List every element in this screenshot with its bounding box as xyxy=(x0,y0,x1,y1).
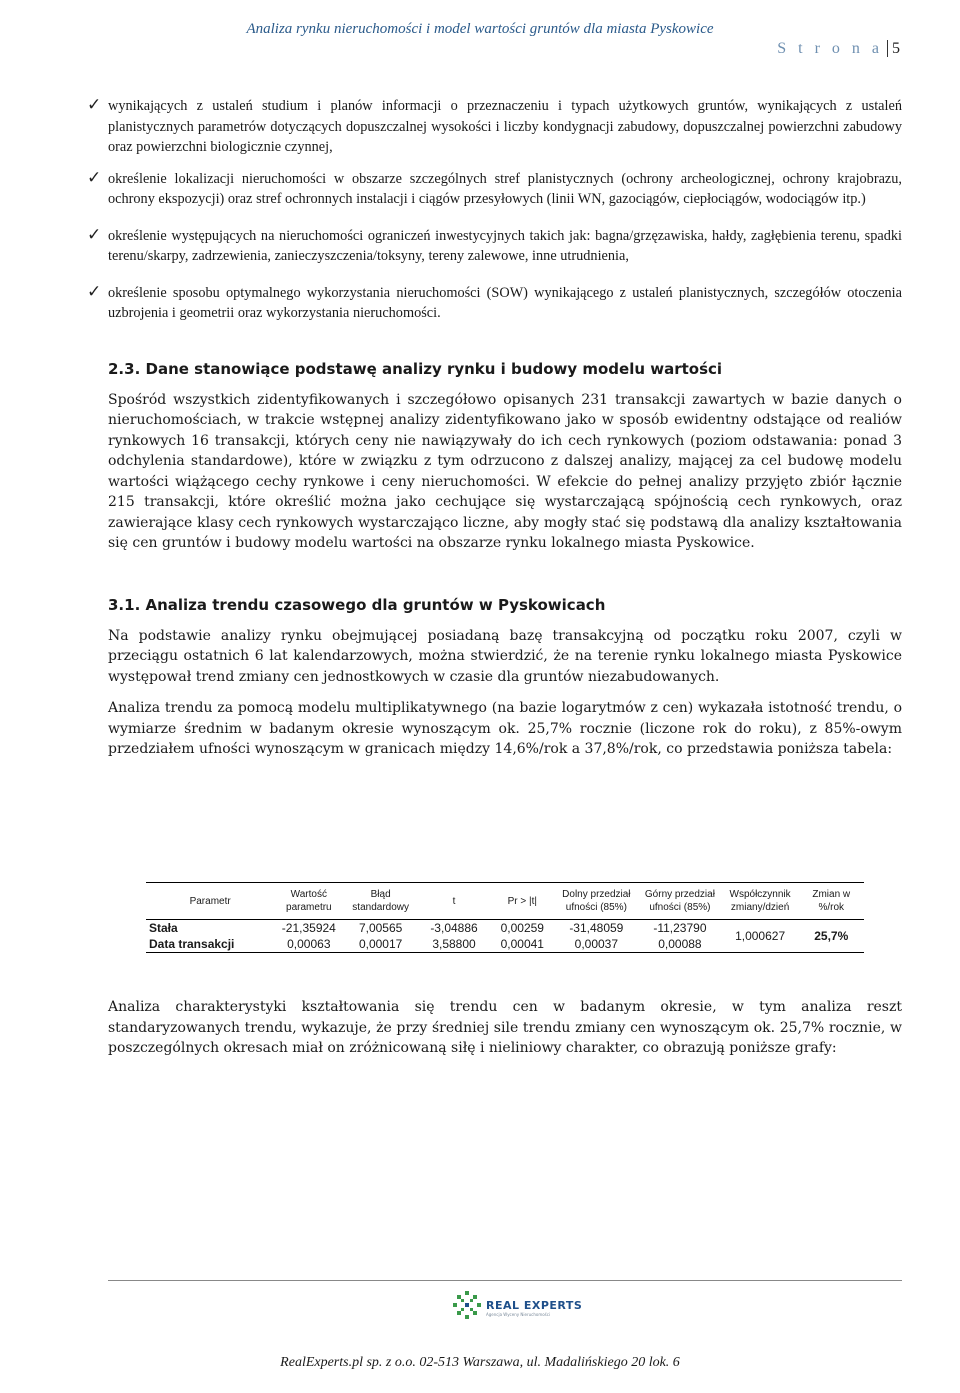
closing-paragraph: Analiza charakterystyki kształtowania się trendu cen w badanym okresie, w tym analiza reszt standaryzowanych trendu, wykazuje, że przy średniej sile trendu zmiany cen wynoszącym ok. 25,7% rocznie, w poszczególnych okresach miał on zróżnicowaną siłę i nieliniowy charakter, co obrazują poniższe grafy: xyxy=(108,999,902,1056)
col-header: Zmian w %/rok xyxy=(799,883,865,920)
section-heading-3-1: 3.1. Analiza trendu czasowego dla gruntów w Pyskowicach xyxy=(108,595,606,614)
running-header-title: Analiza rynku nieruchomości i model wartości gruntów dla miasta Pyskowice xyxy=(246,21,714,37)
col-header: Błąd standardowy xyxy=(343,883,418,920)
col-header: Pr > |t| xyxy=(490,883,554,920)
logo-wordmark: REAL EXPERTS xyxy=(486,1299,583,1312)
table-cell: 0,00088 xyxy=(638,936,722,953)
table-cell: 0,00041 xyxy=(490,936,554,953)
table-cell: -3,04886 xyxy=(430,921,478,935)
footer-divider xyxy=(108,1280,902,1281)
col-header: Parametr xyxy=(146,883,274,920)
checkmark-icon: ✓ xyxy=(87,224,102,245)
page-label: S t r o n a xyxy=(777,40,883,57)
table-cell: 0,00037 xyxy=(555,936,639,953)
table-cell: 3,58800 xyxy=(418,936,490,953)
table-cell: -11,23790 xyxy=(653,921,707,935)
checkmark-icon: ✓ xyxy=(87,95,102,115)
col-header: Dolny przedział ufności (85%) xyxy=(555,883,639,920)
col-header: Wartość parametru xyxy=(274,883,343,920)
change-per-year-cell: 25,7% xyxy=(799,920,865,953)
list-item: ✓ określenie występujących na nieruchomości ograniczeń inwestycyjnych takich jak: bagna/grzęzawiska, hałdy, zagłębienia terenu, spadki terenu/skarpy, zadrzewienia, zanieczyszczenia/toksyny, tereny zalewowe, inne utrudnienia, xyxy=(87,224,902,264)
table-cell: 7,00565 xyxy=(358,921,403,935)
real-experts-logo-icon xyxy=(452,1290,482,1320)
coef-per-day-cell: 1,000627 xyxy=(722,920,799,953)
row-label: Stała xyxy=(149,921,178,935)
section-3-1-paragraph-2: Analiza trendu za pomocą modelu multiplikatywnego (na bazie logarytmów z cen) wykazała istotność trendu, o wymiarze średnim w badanym okresie wynoszącym ok. 25,7% rocznie (liczone rok do roku), z 85%-owym przedziałem ufności wynoszącym w granicach między 14,6%/rok a 37,8%/rok, co przedstawia poniższa tabela: xyxy=(108,700,902,757)
checkmark-icon: ✓ xyxy=(87,167,102,188)
page-number xyxy=(777,40,900,58)
table-cell: 0,00259 xyxy=(500,921,544,935)
section-2-3-paragraph: Spośród wszystkich zidentyfikowanych i szczegółowo opisanych 231 transakcji zawartych w bazie danych o nieruchomościach, w trakcie wstępnej analizy zidentyfikowano jako w sposób ewidentny odstające od realiów rynkowych 16 transakcji, których ceny nie nawiązywały do ich cech rynkowych (poziom odstawania: ponad 3 odchylenia standardowe), które w związku z tym odrzucono z dalszej analizy, mającej za cel budowę modelu wartości wiążącego cechy rynkowe i ceny nieruchomości. W efekcie do pełnej analizy przyjęto zbiór łącznie 215 transakcji, które określić można jako cechujące się wystarczającą spójnością cech rynkowych, oraz zawierające klasy cech rynkowych wystarczająco liczne, aby mogły stać się podstawą dla analizy kształtowania się cen gruntów i budowy modelu wartości na obszarze rynku lokalnego miasta Pyskowice. xyxy=(108,391,902,551)
section-3-1-paragraph-1: Na podstawie analizy rynku obejmującej posiadaną bazę transakcyjną od początku roku 2007, czyli w przeciągu ostatnich 6 lat kalendarzowych, można stwierdzić, że na terenie rynku lokalnego miasta Pyskowice występował trend zmiany cen jednostkowych w czasie dla gruntów niezabudowanych. xyxy=(108,627,902,685)
footer-address: RealExperts.pl sp. z o.o. 02-513 Warszawa, ul. Madalińskiego 20 lok. 6 xyxy=(280,1355,680,1370)
table-cell: -31,48059 xyxy=(569,921,624,935)
col-header: t xyxy=(418,883,490,920)
table-cell: 0,00017 xyxy=(343,936,418,953)
list-item: ✓ określenie lokalizacji nieruchomości w obszarze szczególnych stref planistycznych (ochrony archeologicznej, ochrony krajobrazu, ochrony ekspozycji) oraz stref ochronnych instalacji i ciągów przesyłowych (linii WN, gazociągów, ciepłociągów, wodociągów itp.) xyxy=(87,167,902,207)
table-header-row xyxy=(146,883,864,920)
checkmark-icon: ✓ xyxy=(87,281,102,302)
logo-tagline: Agencja Wyceny Nieruchomości xyxy=(486,1312,551,1317)
list-item: ✓ wynikających z ustaleń studium i planów informacji o przeznaczeniu i typach użytkowych gruntów, wynikających z ustaleń planistycznych parametrów dotyczących dopuszczalnej wysokości i liczby kondygnacji zabudowy, dopuszczalnej powierzchni zabudowy oraz powierzchni biologicznie czynnej, xyxy=(87,95,902,155)
page-number-value: 5 xyxy=(892,40,900,57)
page-separator xyxy=(887,40,888,57)
section-heading-2-3: 2.3. Dane stanowiące podstawę analizy rynku i budowy modelu wartości xyxy=(108,359,723,378)
col-header: Współczynnik zmiany/dzień xyxy=(722,883,799,920)
table-cell: 0,00063 xyxy=(274,936,343,953)
col-header: Górny przedział ufności (85%) xyxy=(638,883,722,920)
row-label: Data transakcji xyxy=(146,936,274,953)
bullet-list xyxy=(87,95,902,324)
list-item: ✓ określenie sposobu optymalnego wykorzystania nieruchomości (SOW) wynikającego z ustaleń planistycznych, szczegółów otoczenia uzbrojenia i geometrii oraz wykorzystania nieruchomości. xyxy=(87,281,902,321)
page-content xyxy=(87,95,902,760)
table-row xyxy=(146,920,864,937)
trend-table xyxy=(146,882,864,953)
table-cell: -21,35924 xyxy=(281,921,336,935)
